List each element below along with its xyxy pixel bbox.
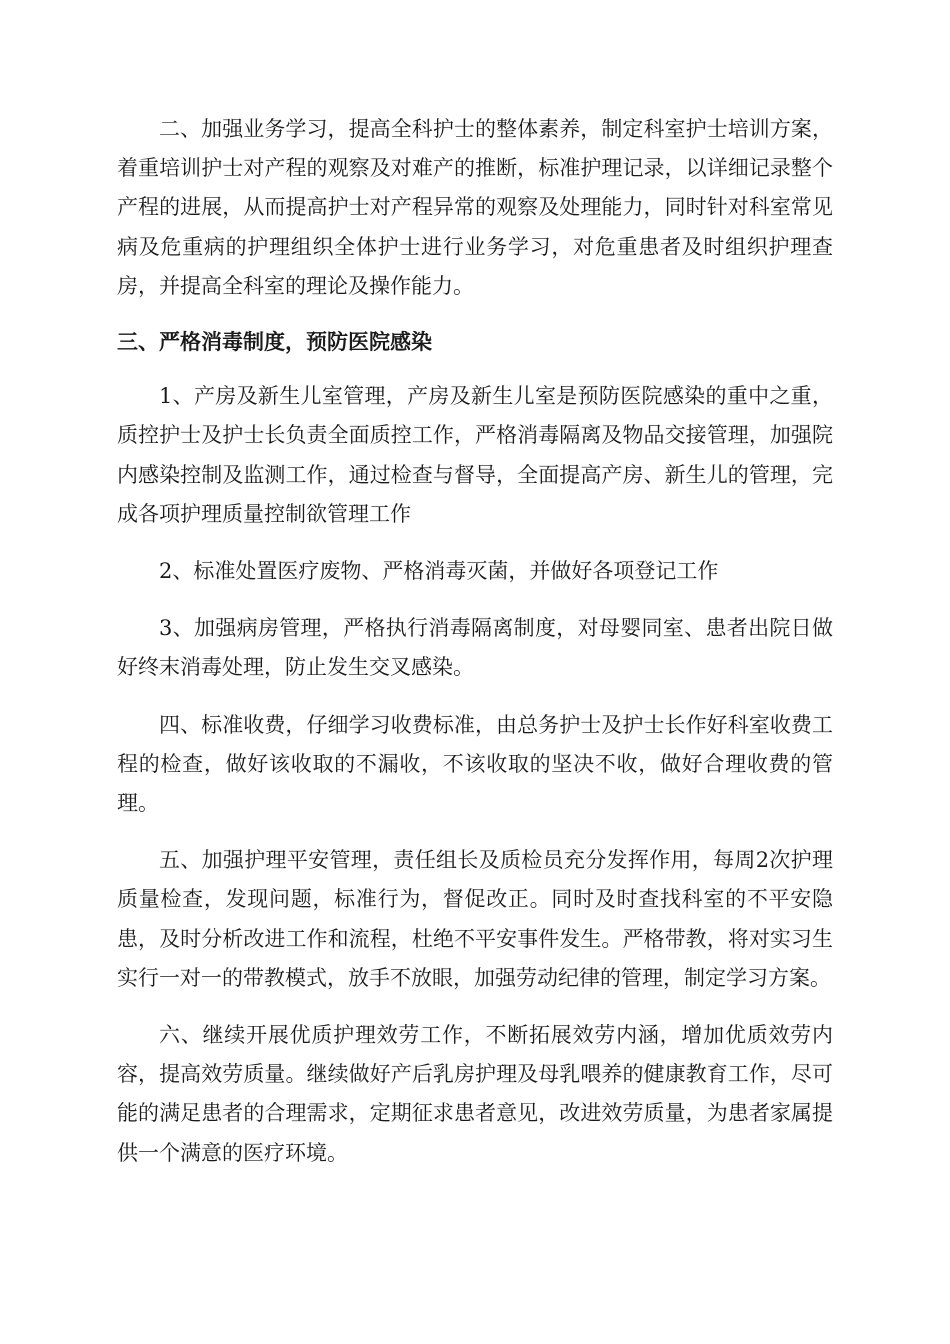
paragraph-section-two: 二、加强业务学习，提高全科护士的整体素养，制定科室护士培训方案，着重培训护士对产程的观察及对难产的推断，标准护理记录，以详细记录整个产程的进展，从而提高护士对产程异常的观察及处理能力，同时针对科室常见病及危重病的护理组织全体护士进行业务学习，对危重患者及时组织护理查房，并提高全科室的理论及操作能力。: [117, 117, 833, 298]
paragraph-section-four: 四、标准收费，仔细学习收费标准，由总务护士及护士长作好科室收费工程的检查，做好该收取的不漏收，不该收取的坚决不收，做好合理收费的管理。: [117, 712, 833, 816]
document-body: [117, 110, 833, 1173]
paragraph-item-3: 3、加强病房管理，严格执行消毒隔离制度，对母婴同室、患者出院日做好终末消毒处理，防止发生交叉感染。: [117, 616, 833, 680]
paragraph-item-1: 1、产房及新生儿室管理，产房及新生儿室是预防医院感染的重中之重，质控护士及护士长负责全面质控工作，严格消毒隔离及物品交接管理，加强院内感染控制及监测工作，通过检查与督导，全面提高产房、新生儿的管理，完成各项护理质量控制欲管理工作: [117, 384, 833, 526]
section-heading-three: 三、严格消毒制度，预防医院感染: [117, 329, 432, 355]
paragraph-section-five: 五、加强护理平安管理，责任组长及质检员充分发挥作用，每周2次护理质量检查，发现问题，标准行为，督促改正。同时及时查找科室的不平安隐患，及时分析改进工作和流程，杜绝不平安事件发生。严格带教，将对实习生实行一对一的带教模式，放手不放眼，加强劳动纪律的管理，制定学习方案。: [117, 848, 833, 990]
paragraph-section-six: 六、继续开展优质护理效劳工作，不断拓展效劳内涵，增加优质效劳内容，提高效劳质量。继续做好产后乳房护理及母乳喂养的健康教育工作，尽可能的满足患者的合理需求，定期征求患者意见，改进效劳质量，为患者家属提供一个满意的医疗环境。: [117, 1023, 833, 1165]
paragraph-item-2: 2、标准处置医疗废物、严格消毒灭菌，并做好各项登记工作: [159, 559, 719, 584]
